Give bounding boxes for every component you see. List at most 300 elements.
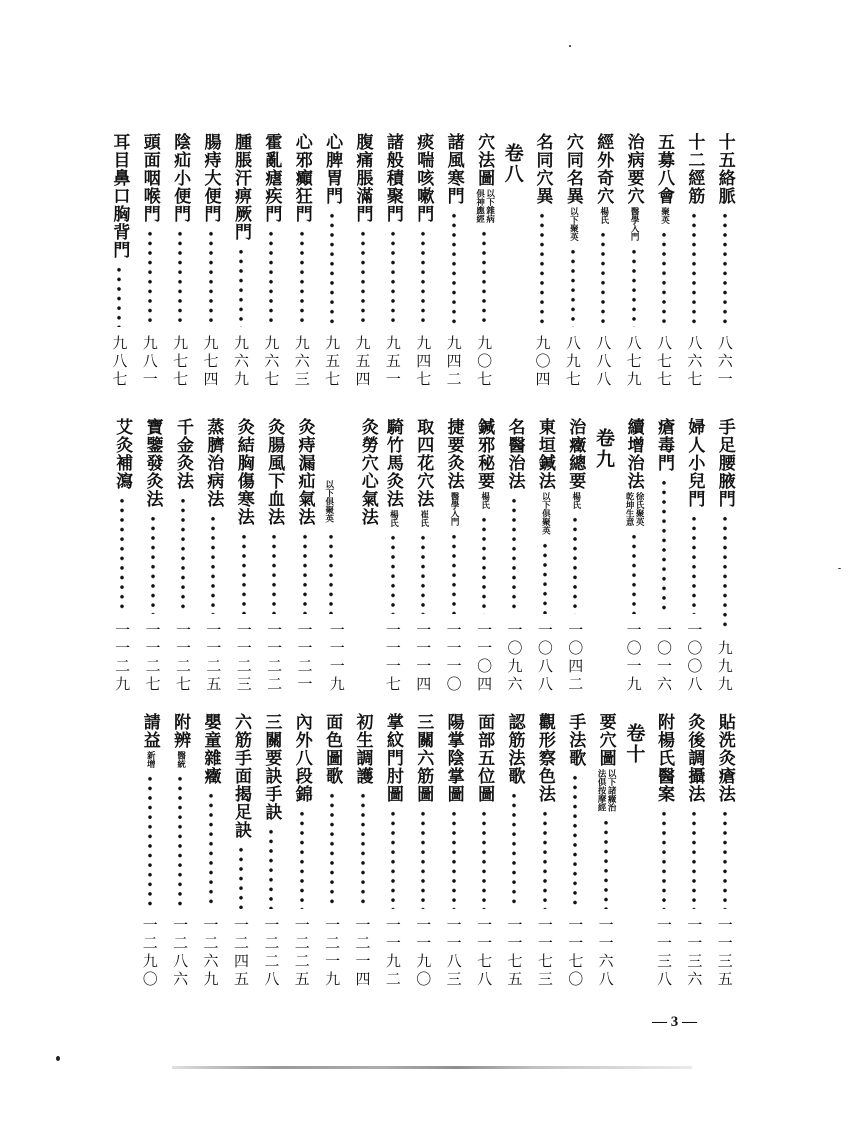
toc-entry-heading [353, 713, 373, 785]
toc-entry-page: 九八一 [140, 335, 159, 389]
dot-leader [268, 229, 274, 327]
toc-entry-page: 一一三八 [655, 917, 674, 989]
toc-entry-page: 一〇〇八 [685, 622, 704, 694]
toc-entry-heading [535, 713, 555, 803]
toc-entry [499, 713, 529, 989]
dot-leader [691, 211, 697, 327]
toc-entry [530, 713, 560, 989]
toc-entry-title: 經外奇穴 [593, 133, 614, 205]
toc-entry [649, 133, 679, 389]
source-note-line: 以下諸癥治 [606, 769, 617, 812]
dot-leader [302, 532, 308, 614]
dot-leader [238, 247, 244, 327]
toc-entry-page: 一一二七 [143, 622, 162, 694]
dot-leader [147, 774, 153, 909]
toc-entry-title: 灸勞穴心氣法 [357, 418, 378, 526]
toc-entry-heading [715, 133, 735, 205]
toc-entry-heading [140, 713, 160, 768]
toc-entry-title: 灸結胸傷寒法 [233, 418, 254, 526]
toc-entry-heading [565, 418, 585, 509]
dot-leader [420, 533, 426, 614]
toc-entry-page: 一〇四二 [566, 622, 585, 694]
toc-entry-page: 九四七 [414, 335, 433, 389]
toc-entry-title: 嬰童雜癥 [200, 713, 221, 785]
dot-leader [329, 791, 335, 909]
toc-entry-page: 八七七 [655, 335, 674, 389]
toc-entry-title: 心邪癲狂門 [291, 133, 312, 223]
toc-entry-title: 頭面咽喉門 [139, 133, 160, 223]
toc-entry-source-note [599, 207, 608, 224]
toc-entry-heading [231, 133, 251, 241]
dot-leader [722, 211, 728, 327]
toc-entry-title: 腫脹汗痹厥門 [230, 133, 251, 241]
dot-leader [539, 211, 545, 327]
toc-entry [649, 418, 679, 694]
toc-entry-page: 一一七五 [505, 917, 524, 989]
toc-entry [135, 133, 165, 389]
toc-entry-heading [444, 418, 464, 526]
dot-leader [116, 265, 122, 327]
dot-leader [390, 809, 396, 909]
toc-entry-title: 諸風寒門 [443, 133, 464, 205]
dot-leader [390, 229, 396, 327]
toc-entry-heading [295, 418, 315, 526]
toc-entry-title: 貼洗灸瘡法 [714, 713, 735, 803]
toc-entry-title: 寶鑒發灸法 [142, 418, 163, 508]
toc-entry-page: 一一二五 [204, 622, 223, 694]
toc-entry [560, 713, 590, 989]
toc-entry-title: 內外八段錦 [291, 713, 312, 803]
toc-entry [558, 133, 588, 389]
toc-entry [710, 418, 740, 694]
toc-entry-page: 一一三六 [685, 917, 704, 989]
toc-entry-page: 一一一九 [327, 622, 346, 694]
toc-entry-page: 一一二九 [113, 622, 132, 694]
toc-entry-heading [170, 133, 190, 223]
toc-entry-title: 腸痔大便門 [200, 133, 221, 223]
toc-entry-title: 名醫治法 [504, 418, 525, 490]
toc-entry-source-note [475, 189, 494, 223]
toc-entry-page: 一一一〇 [444, 622, 463, 694]
toc-entry-title: 東垣鍼法 [534, 418, 555, 490]
toc-entry [378, 713, 408, 989]
scan-artifact-line [172, 1066, 692, 1069]
dot-leader [420, 229, 426, 327]
toc-entry-source-note [480, 492, 489, 509]
toc-entry-page: 八七九 [624, 335, 643, 389]
dot-leader [572, 773, 578, 909]
toc-entry [588, 133, 618, 389]
toc-entry-title: 痰喘咳嗽門 [413, 133, 434, 223]
toc-entry-title: 十二經筋 [684, 133, 705, 205]
dot-leader [511, 496, 517, 614]
toc-entry-source-note [568, 207, 577, 241]
toc-entry [104, 133, 134, 389]
toc-entry-heading [322, 133, 342, 205]
toc-entry-title: 名同穴異 [532, 133, 553, 205]
toc-entry [226, 133, 256, 389]
toc-entry-heading [596, 713, 616, 812]
source-note-line: 以下俱聚英 [540, 492, 551, 535]
dot-leader [177, 774, 183, 909]
toc-entry-title: 瘡毒門 [654, 418, 675, 472]
dot-leader [542, 809, 548, 909]
toc-entry [165, 713, 195, 989]
toc-entry-page: 八八八 [594, 335, 613, 389]
source-note-line: 乾坤生意 [624, 492, 635, 526]
dot-leader [722, 809, 728, 909]
toc-entry-page: 一一一七 [383, 622, 402, 694]
dot-leader [631, 247, 637, 327]
source-note-line: 楊氏 [570, 492, 581, 509]
toc-entry [256, 713, 286, 989]
toc-entry-page: 一二九〇 [140, 917, 159, 989]
toc-entry-title: 灸腸風下血法 [264, 418, 285, 526]
toc-entry-heading [261, 133, 281, 223]
toc-entry-title: 穴同名異 [562, 133, 583, 205]
toc-entry-page: 一一六八 [596, 917, 615, 989]
toc-entry-page: 九五四 [353, 335, 372, 389]
toc-entry-heading [444, 713, 464, 803]
dot-leader [299, 229, 305, 327]
toc-entry [317, 133, 347, 389]
toc-entry-source-note [629, 207, 638, 241]
toc-entry-heading [535, 418, 555, 535]
dot-leader [390, 533, 396, 614]
toc-entry-page: 一一一四 [414, 622, 433, 694]
toc-entry [408, 133, 438, 389]
toc-entry-page: 一一〇四 [475, 622, 494, 694]
toc-entry [317, 713, 347, 989]
toc-entry-heading [504, 418, 524, 490]
volume-heading-column [590, 418, 618, 694]
toc-entry-heading [715, 418, 735, 508]
toc-entry [229, 418, 259, 694]
dot-leader [542, 541, 548, 615]
toc-entry-page: 一〇八八 [535, 622, 554, 694]
toc-entry-title: 陽掌陰掌圖 [443, 713, 464, 803]
scan-speck [569, 45, 571, 47]
toc-entry-title: 初生調護 [352, 713, 373, 785]
toc-entry [107, 418, 137, 694]
dot-leader [241, 532, 247, 614]
toc-entry [347, 133, 377, 389]
dot-leader [147, 229, 153, 327]
toc-entry-heading [444, 133, 464, 205]
dot-leader [328, 532, 334, 614]
toc-entry-page: 一一九二 [383, 917, 402, 989]
toc-entry [679, 418, 709, 694]
toc-entry [679, 713, 709, 989]
toc-entry [618, 133, 648, 389]
toc-entry-page: 一二二八 [262, 917, 281, 989]
toc-entry-heading [383, 133, 403, 223]
toc-entry-title: 灸後調攝法 [684, 713, 705, 803]
toc-entry-heading [140, 133, 160, 223]
toc-entry-source-note [388, 510, 397, 527]
toc-entry-heading [353, 133, 373, 223]
toc-entry-page: 八九七 [563, 335, 582, 389]
toc-entry-heading [170, 713, 190, 768]
toc-entry-heading [474, 713, 494, 803]
toc-entry-page: 九五七 [323, 335, 342, 389]
toc-entry-heading [112, 418, 132, 490]
page-number: — 3 — [652, 1014, 697, 1030]
source-note-line: 楊氏 [388, 510, 399, 527]
toc-entry-heading [715, 713, 735, 803]
toc-entry [135, 713, 165, 989]
toc-entry-title: 面色圖歌 [322, 713, 343, 785]
toc-entry-page: 九五一 [383, 335, 402, 389]
toc-entry [320, 418, 378, 694]
toc-entry-title: 陰疝小便門 [170, 133, 191, 223]
toc-entry-page: 九四二 [444, 335, 463, 389]
toc-entry-page: 九〇四 [533, 335, 552, 389]
dot-leader [451, 809, 457, 909]
dot-leader [603, 818, 609, 910]
toc-entry [499, 418, 529, 694]
toc-entry [590, 713, 620, 989]
toc-entry-page: 一一九〇 [414, 917, 433, 989]
source-note-line: 以下聚英 [568, 207, 579, 241]
source-note-line: 徐氏聚英 [634, 492, 645, 526]
dot-leader [631, 532, 637, 614]
volume-heading: 卷十 [623, 723, 646, 765]
dot-leader [600, 230, 606, 327]
source-note-line: 楊氏 [598, 207, 609, 224]
toc-entry-title: 鍼邪秘要 [474, 418, 495, 490]
toc-entry-heading [143, 418, 163, 508]
source-note-line: 楊氏 [479, 492, 490, 509]
toc-entry-page: 一〇一九 [624, 622, 643, 694]
volume-heading-column [499, 133, 527, 389]
toc-entry [710, 133, 740, 389]
toc-entry-heading [684, 713, 704, 803]
toc-entry-title: 諸般積聚門 [382, 133, 403, 223]
toc-entry-heading [383, 418, 403, 527]
toc-entry-source-note [419, 510, 428, 527]
toc-entry-page: 九六三 [292, 335, 311, 389]
toc-entry-title: 請益 [139, 713, 160, 749]
toc-entry-heading [565, 713, 585, 767]
toc-entry-heading [684, 133, 704, 205]
toc-entry [560, 418, 590, 694]
toc-entry [378, 133, 408, 389]
toc-entry-heading [322, 713, 342, 785]
toc-entry [137, 418, 167, 694]
toc-entry-heading [654, 713, 674, 803]
dot-leader [420, 809, 426, 909]
dot-leader [451, 532, 457, 614]
dot-leader [210, 514, 216, 614]
toc-entry [469, 713, 499, 989]
toc-entry-source-note [596, 769, 615, 812]
source-note-line: 以下雜病 [484, 189, 495, 223]
toc-entry [408, 713, 438, 989]
toc-entry-heading [292, 133, 312, 223]
source-note-line: 以下俱聚英 [323, 480, 334, 523]
source-note-line: 聚英 [659, 207, 670, 224]
toc-entry-heading [563, 133, 583, 241]
toc-entry-heading [383, 713, 403, 803]
source-note-line: 新增 [145, 751, 156, 768]
toc-entry-heading [234, 418, 254, 526]
scan-speck [56, 1056, 60, 1061]
source-note-line: 醫學入門 [449, 492, 460, 526]
toc-entry-title: 六筋手面揭足訣 [230, 713, 251, 839]
toc-entry-heading [624, 418, 644, 526]
toc-entry-title: 五募八會 [654, 133, 675, 205]
toc-entry [287, 133, 317, 389]
toc-entry-title: 霍亂瘧疾門 [261, 133, 282, 223]
dot-leader [451, 211, 457, 327]
dot-leader [570, 247, 576, 327]
toc-entry [289, 418, 319, 694]
toc-entry-heading [109, 133, 129, 259]
toc-band-bottom [135, 713, 740, 989]
dot-leader [661, 478, 667, 614]
toc-entry [256, 133, 286, 389]
dot-leader [271, 532, 277, 614]
volume-heading: 卷九 [592, 428, 615, 470]
toc-entry-page: 一一八三 [444, 917, 463, 989]
toc-entry [195, 713, 225, 989]
toc-entry-page: 九七四 [201, 335, 220, 389]
source-note-line: 醫統 [175, 751, 186, 768]
toc-entry-title: 附楊氏醫案 [654, 713, 675, 803]
dot-leader [661, 230, 667, 327]
volume-heading-column [621, 713, 649, 989]
dot-leader [572, 515, 578, 614]
toc-entry-page: 一〇九六 [505, 622, 524, 694]
toc-entry-title: 要穴圖 [595, 713, 616, 767]
toc-entry-heading [654, 133, 674, 224]
toc-entry [226, 713, 256, 989]
toc-entry-title: 三關六筋圖 [413, 713, 434, 803]
source-note-line: 俱神應經 [474, 189, 485, 223]
toc-entry [618, 418, 648, 694]
toc-entry [168, 418, 198, 694]
toc-entry [259, 418, 289, 694]
toc-entry [438, 418, 468, 694]
dot-leader [691, 514, 697, 614]
toc-entry-title: 附辨 [170, 713, 191, 749]
dot-leader [268, 827, 274, 909]
toc-entry-page: 一二一四 [353, 917, 372, 989]
toc-entry [469, 133, 499, 389]
toc-entry-page: 一〇一六 [655, 622, 674, 694]
toc-entry-title: 面部五位圖 [474, 713, 495, 803]
toc-entry-title: 心脾胃門 [322, 133, 343, 205]
toc-entry [527, 133, 557, 389]
toc-entry-page: 九〇七 [475, 335, 494, 389]
toc-entry-source-note [145, 751, 154, 768]
toc-entry-title: 手法歌 [565, 713, 586, 767]
toc-entry-page: 一一七三 [535, 917, 554, 989]
toc-entry-page: 一二二五 [292, 917, 311, 989]
toc-entry-title: 腹痛脹滿門 [352, 133, 373, 223]
toc-entry-source-note [624, 492, 643, 526]
toc-entry-title: 掌紋門肘圖 [382, 713, 403, 803]
toc-entry-heading [173, 418, 193, 490]
source-note-line: 法俱按摩經 [596, 769, 607, 812]
toc-entry-heading [261, 713, 281, 821]
dot-leader [177, 229, 183, 327]
toc-entry-page: 一一七八 [475, 917, 494, 989]
toc-entry-heading [203, 418, 223, 508]
dot-leader [180, 496, 186, 614]
toc-entry [710, 713, 740, 989]
toc-entry-title: 十五絡脈 [714, 133, 735, 205]
toc-entry-page: 九六九 [231, 335, 250, 389]
toc-entry [347, 713, 377, 989]
toc-entry-heading [358, 418, 378, 526]
toc-entry [679, 133, 709, 389]
toc-entry-heading [593, 133, 613, 224]
toc-entry-page: 一二八六 [171, 917, 190, 989]
toc-entry-source-note [449, 492, 458, 526]
toc-entry-title: 三關要訣手訣 [261, 713, 282, 821]
toc-entry-heading [413, 713, 433, 803]
toc-entry-page: 九九九 [715, 640, 734, 694]
toc-entry-title: 蒸臍治病法 [203, 418, 224, 508]
dot-leader [691, 809, 697, 909]
toc-entry-page: 八六七 [685, 335, 704, 389]
toc-entry-heading [474, 133, 494, 223]
toc-entry-page: 一一二七 [173, 622, 192, 694]
toc-entry-title: 艾灸補瀉 [112, 418, 133, 490]
dot-leader [329, 211, 335, 327]
toc-entry-title: 捷要灸法 [443, 418, 464, 490]
dot-leader [208, 791, 214, 909]
toc-entry-title: 續增治法 [623, 418, 644, 490]
dot-leader [360, 791, 366, 909]
toc-entry-page: 一一二三 [234, 622, 253, 694]
dot-leader [481, 809, 487, 909]
toc-entry [438, 713, 468, 989]
toc-entry-heading [474, 418, 494, 509]
toc-entry-heading [264, 418, 284, 526]
toc-entry-page: 一二一九 [323, 917, 342, 989]
toc-entry-page: 一一七〇 [566, 917, 585, 989]
scan-speck [838, 568, 841, 569]
dot-leader [481, 229, 487, 327]
toc-entry [438, 133, 468, 389]
toc-band-top [104, 133, 740, 389]
toc-entry-source-note [571, 492, 580, 509]
toc-entry [195, 133, 225, 389]
toc-entry [408, 418, 438, 694]
toc-entry-title: 穴法圖 [474, 133, 495, 187]
dot-leader [360, 229, 366, 327]
toc-entry [287, 713, 317, 989]
toc-entry-title: 取四花穴法 [413, 418, 434, 508]
toc-entry [530, 418, 560, 694]
dot-leader [150, 514, 156, 614]
toc-entry-heading [532, 133, 552, 205]
toc-entry [198, 418, 228, 694]
toc-entry-heading [413, 133, 433, 223]
dot-leader [238, 845, 244, 909]
toc-entry-title: 認筋法歌 [504, 713, 525, 785]
toc-entry-page: 九七七 [171, 335, 190, 389]
toc-entry-page: 八六一 [715, 335, 734, 389]
toc-entry-title: 千金灸法 [172, 418, 193, 490]
toc-entry-heading [684, 418, 704, 508]
toc-entry-page: 一一二一 [295, 622, 314, 694]
toc-entry-heading [624, 133, 644, 241]
toc-entry-title: 手足腰腋門 [714, 418, 735, 508]
